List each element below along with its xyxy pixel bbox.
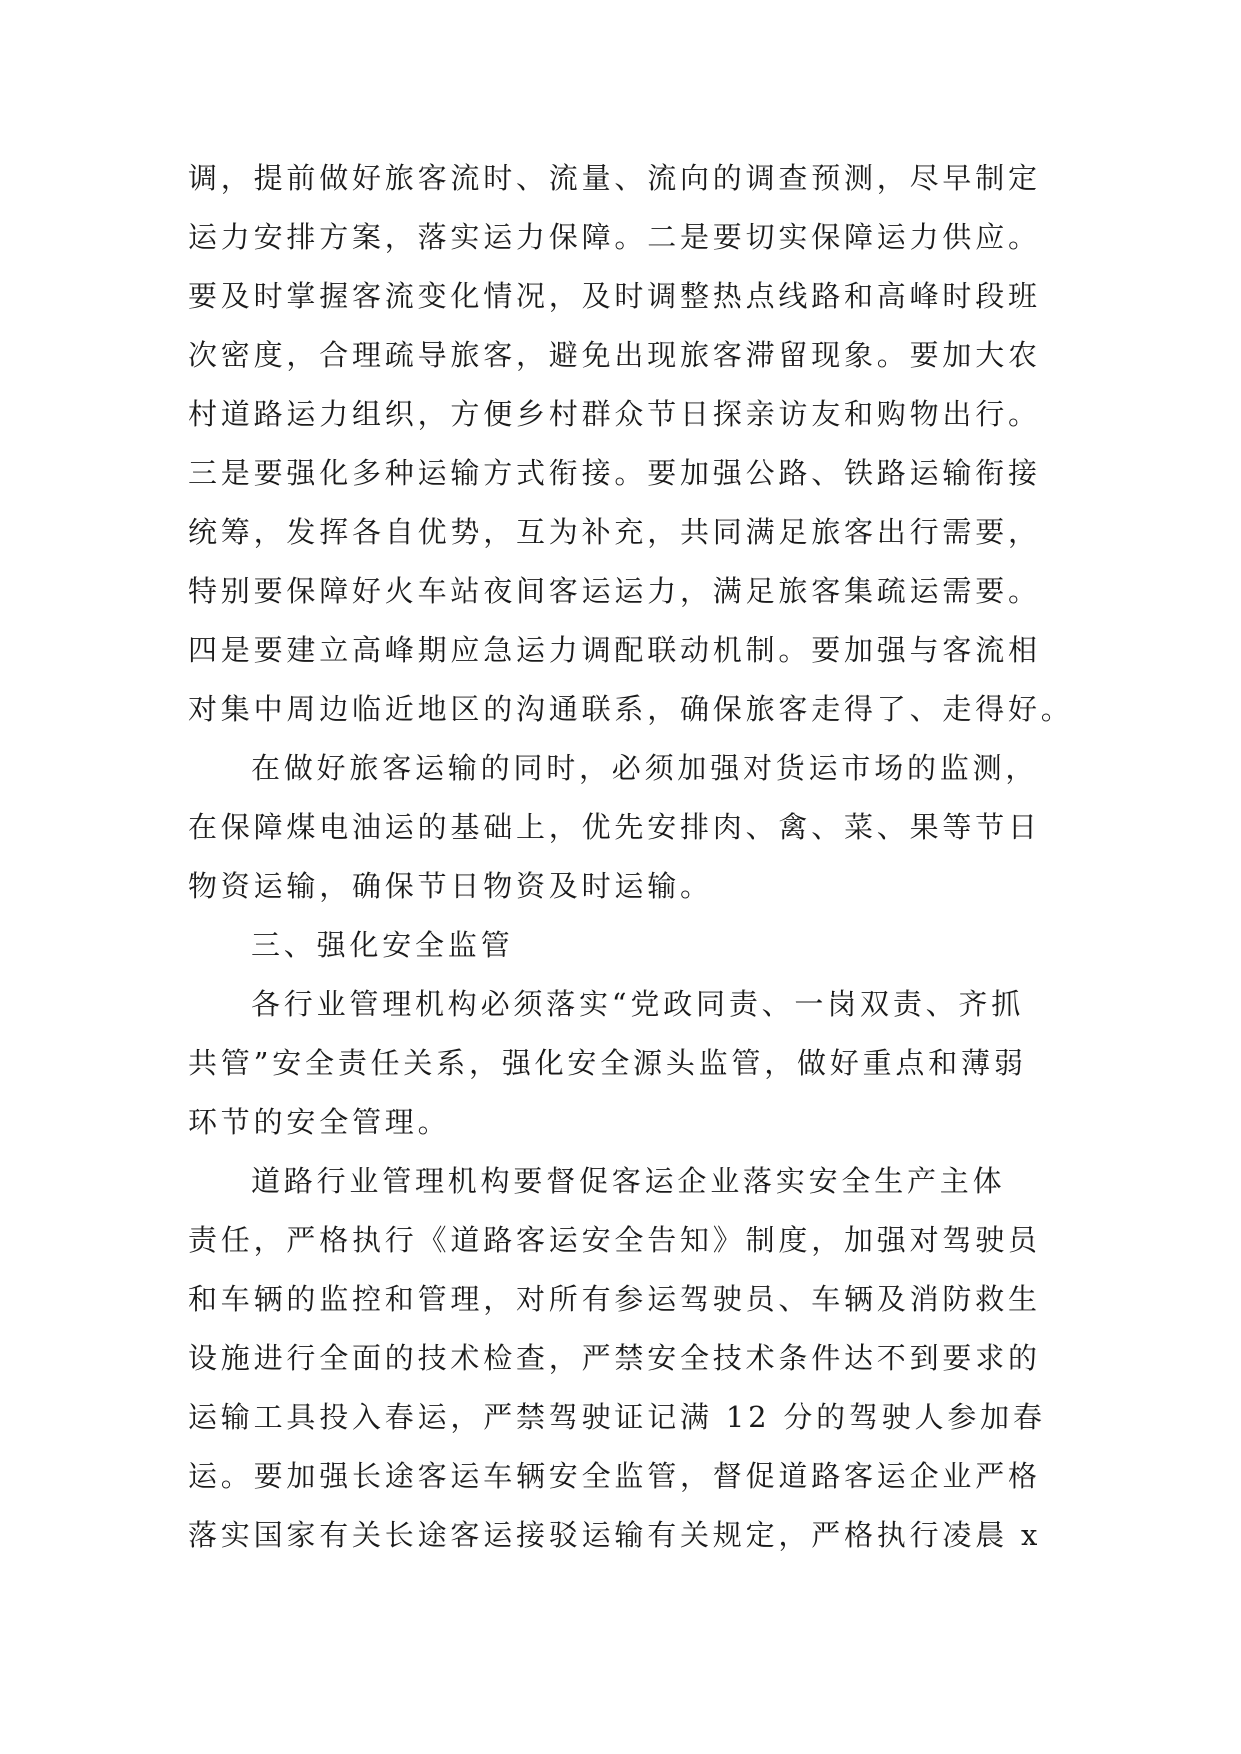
document-body	[188, 158, 1074, 1574]
text-line: 运。要加强长途客运车辆安全监管，督促道路客运企业严格	[188, 1459, 1041, 1493]
text-line: 调，提前做好旅客流时、流量、流向的调查预测，尽早制定	[188, 161, 1041, 195]
text-line: 和车辆的监控和管理，对所有参运驾驶员、车辆及消防救生	[188, 1282, 1041, 1316]
text-line: 要及时掌握客流变化情况，及时调整热点线路和高峰时段班	[188, 279, 1041, 313]
text-line: 落实国家有关长途客运接驳运输有关规定，严格执行凌晨 x	[188, 1518, 1042, 1552]
text-line: 在保障煤电油运的基础上，优先安排肉、禽、菜、果等节日	[188, 810, 1041, 844]
text-line: 特别要保障好火车站夜间客运运力，满足旅客集疏运需要。	[188, 574, 1041, 608]
text-line: 设施进行全面的技术检查，严禁安全技术条件达不到要求的	[188, 1341, 1041, 1375]
paragraph-first-line: 在做好旅客运输的同时，必须加强对货运市场的监测，	[251, 751, 1039, 785]
text-line: 四是要建立高峰期应急运力调配联动机制。要加强与客流相	[188, 633, 1041, 667]
text-line: 村道路运力组织，方便乡村群众节日探亲访友和购物出行。	[188, 397, 1041, 431]
section-heading: 三、强化安全监管	[251, 928, 514, 962]
text-line: 统筹，发挥各自优势，互为补充，共同满足旅客出行需要，	[188, 515, 1041, 549]
text-line: 物资运输，确保节日物资及时运输。	[188, 869, 713, 903]
text-line: 三是要强化多种运输方式衔接。要加强公路、铁路运输衔接	[188, 456, 1041, 490]
text-line: 环节的安全管理。	[188, 1105, 451, 1139]
text-line: 共管”安全责任关系，强化安全源头监管，做好重点和薄弱	[188, 1046, 1027, 1080]
text-line: 运输工具投入春运，严禁驾驶证记满 12 分的驾驶人参加春	[188, 1400, 1046, 1434]
text-line: 运力安排方案，落实运力保障。二是要切实保障运力供应。	[188, 220, 1041, 254]
paragraph-first-line: 道路行业管理机构要督促客运企业落实安全生产主体	[251, 1164, 1006, 1198]
paragraph-first-line: 各行业管理机构必须落实“党政同责、一岗双责、齐抓	[251, 987, 1025, 1021]
text-line: 对集中周边临近地区的沟通联系，确保旅客走得了、走得好。	[188, 692, 1074, 726]
text-line: 次密度，合理疏导旅客，避免出现旅客滞留现象。要加大农	[188, 338, 1041, 372]
text-line: 责任，严格执行《道路客运安全告知》制度，加强对驾驶员	[188, 1223, 1041, 1257]
